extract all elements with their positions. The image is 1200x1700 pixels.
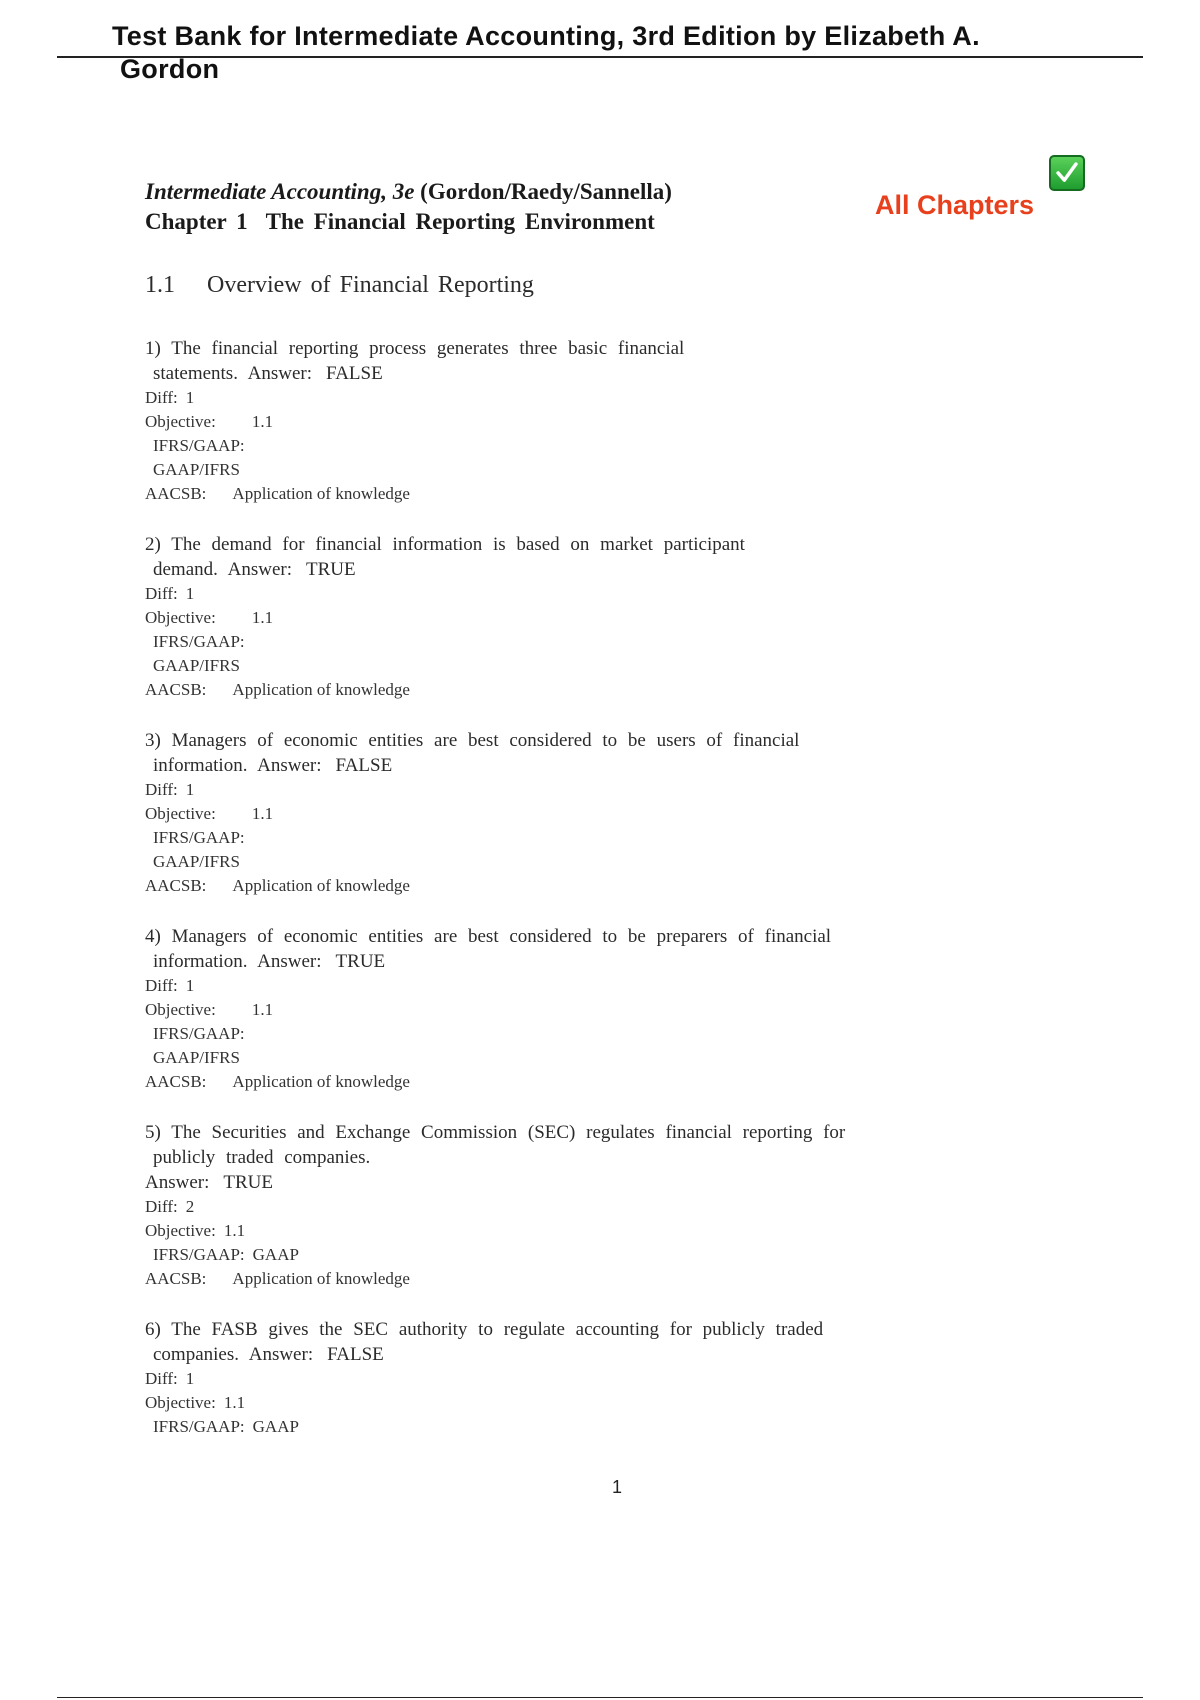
diff-label: Diff: bbox=[145, 780, 178, 799]
header-divider bbox=[57, 56, 1143, 58]
aacsb-label: AACSB: bbox=[145, 1269, 207, 1288]
aacsb-value: Application of knowledge bbox=[232, 876, 410, 895]
ifrs-value: GAAP bbox=[252, 1245, 299, 1264]
diff-value: 1 bbox=[185, 1369, 195, 1388]
answer-value: FALSE bbox=[335, 755, 393, 776]
objective-label: Objective: bbox=[145, 1000, 216, 1019]
question-text: The financial reporting process generates three basic financial bbox=[171, 338, 685, 359]
book-header bbox=[145, 177, 672, 237]
aacsb-value: Application of knowledge bbox=[232, 1072, 410, 1091]
objective-label: Objective: bbox=[145, 608, 216, 627]
question-number: 5) bbox=[145, 1122, 161, 1143]
question-item bbox=[145, 1120, 975, 1291]
ifrs-value: GAAP/IFRS bbox=[153, 852, 240, 871]
question-text-cont: demand. bbox=[153, 559, 218, 580]
question-text-cont: statements. bbox=[153, 363, 238, 384]
ifrs-label: IFRS/GAAP: bbox=[153, 1417, 245, 1436]
ifrs-label: IFRS/GAAP: bbox=[153, 828, 245, 847]
question-text-cont: information. bbox=[153, 755, 248, 776]
answer-label: Answer: bbox=[248, 1344, 314, 1365]
objective-label: Objective: bbox=[145, 412, 216, 431]
aacsb-value: Application of knowledge bbox=[232, 1269, 410, 1288]
aacsb-label: AACSB: bbox=[145, 876, 207, 895]
question-text: Managers of economic entities are best considered to be users of financial bbox=[171, 730, 800, 751]
aacsb-label: AACSB: bbox=[145, 680, 207, 699]
diff-label: Diff: bbox=[145, 388, 178, 407]
question-item bbox=[145, 728, 975, 898]
diff-value: 1 bbox=[185, 780, 195, 799]
answer-value: TRUE bbox=[335, 951, 386, 972]
objective-value: 1.1 bbox=[223, 1221, 246, 1240]
page-number: 1 bbox=[612, 1477, 623, 1497]
question-number: 6) bbox=[145, 1319, 161, 1340]
question-text: The Securities and Exchange Commission (SEC) regulates financial reporting for bbox=[171, 1122, 846, 1143]
diff-label: Diff: bbox=[145, 584, 178, 603]
diff-value: 2 bbox=[185, 1197, 195, 1216]
question-text: The FASB gives the SEC authority to regulate accounting for publicly traded bbox=[171, 1319, 824, 1340]
question-number: 3) bbox=[145, 730, 161, 751]
chapter-name: The Financial Reporting Environment bbox=[265, 209, 655, 234]
answer-value: TRUE bbox=[223, 1172, 273, 1193]
all-chapters-link[interactable]: All Chapters bbox=[875, 190, 1035, 220]
question-item bbox=[145, 532, 975, 702]
section-number: 1.1 bbox=[145, 272, 175, 298]
document-title-line2: Gordon bbox=[120, 54, 220, 84]
ifrs-label: IFRS/GAAP: bbox=[153, 436, 245, 455]
question-text: The demand for financial information is based on market participant bbox=[171, 534, 745, 555]
aacsb-label: AACSB: bbox=[145, 484, 207, 503]
question-list bbox=[145, 336, 975, 1465]
diff-label: Diff: bbox=[145, 1197, 178, 1216]
footer-divider bbox=[57, 1697, 1143, 1698]
section-title: Overview of Financial Reporting bbox=[207, 272, 534, 298]
ifrs-value: GAAP bbox=[252, 1417, 299, 1436]
ifrs-value: GAAP/IFRS bbox=[153, 1048, 240, 1067]
diff-value: 1 bbox=[185, 388, 195, 407]
aacsb-value: Application of knowledge bbox=[232, 484, 410, 503]
question-text-cont: information. bbox=[153, 951, 248, 972]
question-text-cont: publicly traded companies. bbox=[153, 1147, 371, 1168]
question-number: 4) bbox=[145, 926, 161, 947]
diff-label: Diff: bbox=[145, 1369, 178, 1388]
aacsb-value: Application of knowledge bbox=[232, 680, 410, 699]
answer-value: FALSE bbox=[327, 1344, 384, 1365]
answer-value: FALSE bbox=[326, 363, 383, 384]
ifrs-value: GAAP/IFRS bbox=[153, 460, 240, 479]
answer-label: Answer: bbox=[257, 755, 322, 776]
objective-value: 1.1 bbox=[223, 1393, 246, 1412]
question-item bbox=[145, 1317, 975, 1439]
question-text: Managers of economic entities are best considered to be preparers of financial bbox=[171, 926, 832, 947]
objective-label: Objective: bbox=[145, 1393, 216, 1412]
section-heading bbox=[145, 272, 534, 299]
ifrs-label: IFRS/GAAP: bbox=[153, 1245, 245, 1264]
answer-label: Answer: bbox=[247, 363, 313, 384]
question-number: 2) bbox=[145, 534, 161, 555]
objective-value: 1.1 bbox=[251, 804, 274, 823]
diff-label: Diff: bbox=[145, 976, 178, 995]
question-item bbox=[145, 336, 975, 506]
checkmark-icon bbox=[1049, 155, 1085, 191]
ifrs-value: GAAP/IFRS bbox=[153, 656, 240, 675]
question-item bbox=[145, 924, 975, 1094]
objective-value: 1.1 bbox=[251, 1000, 274, 1019]
book-authors: (Gordon/Raedy/Sannella) bbox=[420, 179, 672, 204]
aacsb-label: AACSB: bbox=[145, 1072, 207, 1091]
question-number: 1) bbox=[145, 338, 161, 359]
ifrs-label: IFRS/GAAP: bbox=[153, 1024, 245, 1043]
document-title bbox=[112, 20, 1072, 86]
objective-label: Objective: bbox=[145, 804, 216, 823]
answer-value: TRUE bbox=[306, 559, 356, 580]
objective-value: 1.1 bbox=[251, 608, 274, 627]
diff-value: 1 bbox=[185, 976, 195, 995]
question-text-cont: companies. bbox=[153, 1344, 240, 1365]
chapter-label: Chapter 1 bbox=[145, 209, 248, 234]
answer-label: Answer: bbox=[227, 559, 292, 580]
answer-label: Answer: bbox=[145, 1172, 210, 1193]
answer-label: Answer: bbox=[257, 951, 322, 972]
objective-label: Objective: bbox=[145, 1221, 216, 1240]
document-title-line1: Test Bank for Intermediate Accounting, 3rd Edition by Elizabeth A. bbox=[112, 21, 980, 51]
objective-value: 1.1 bbox=[251, 412, 274, 431]
diff-value: 1 bbox=[185, 584, 195, 603]
ifrs-label: IFRS/GAAP: bbox=[153, 632, 245, 651]
book-title: Intermediate Accounting, 3e bbox=[145, 179, 415, 204]
